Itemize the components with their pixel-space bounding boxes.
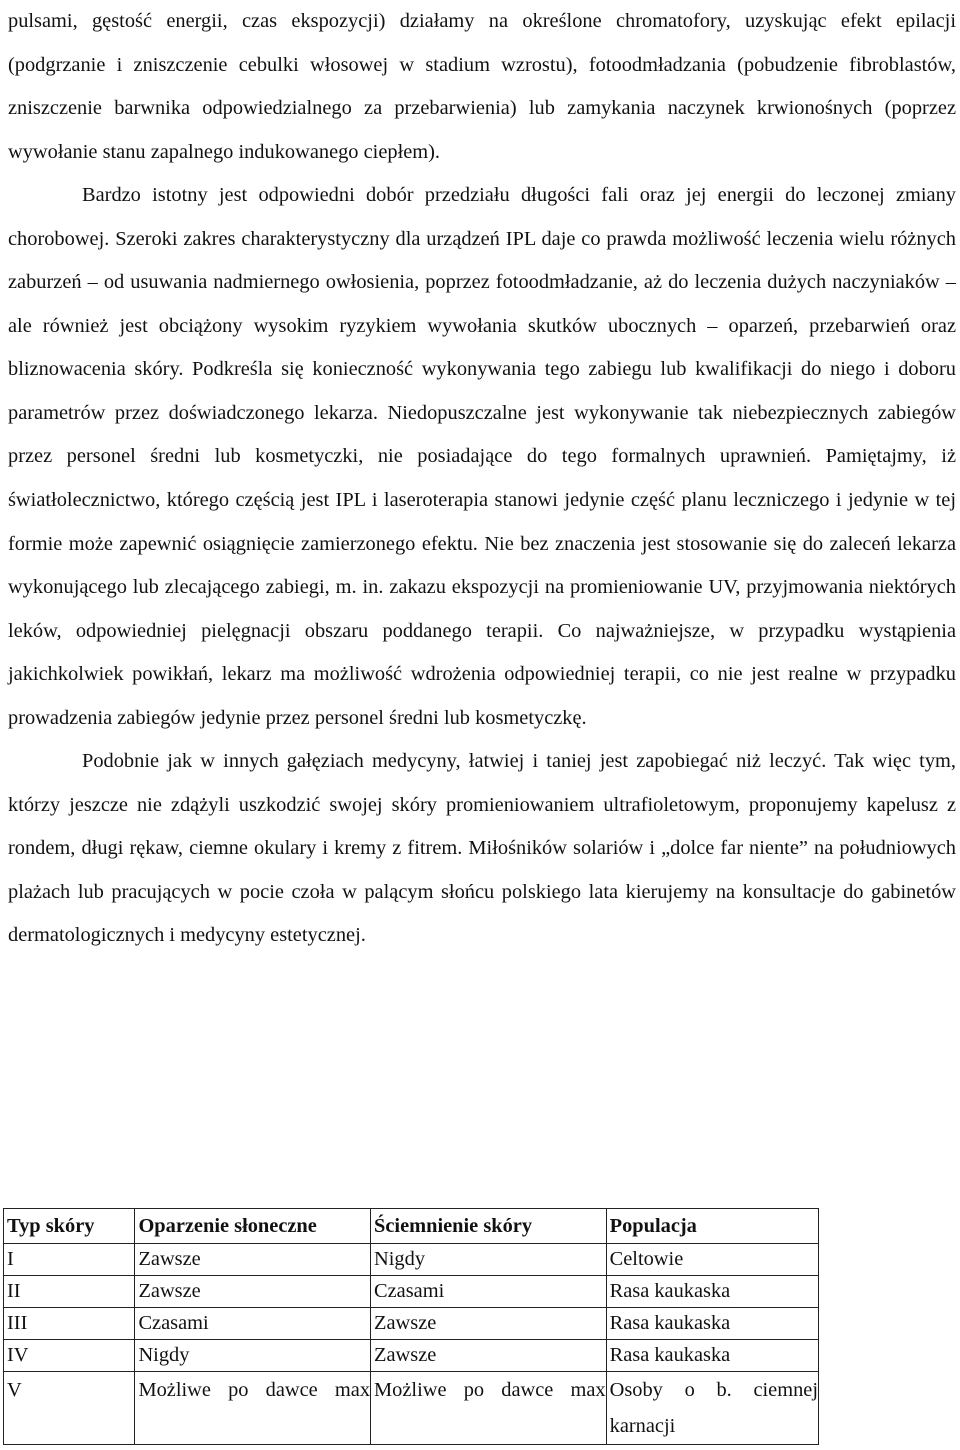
table-cell: Osoby o b. ciemnej karnacji: [606, 1372, 818, 1445]
table-row: [4, 1340, 819, 1372]
table-row: [4, 1276, 819, 1308]
paragraph-2: Bardzo istotny jest odpowiedni dobór przedziału długości fali oraz jej energii do leczonej zmiany chorobowej. Szeroki zakres charakterystyczny dla urządzeń IPL daje co prawda możliwość leczenia wielu różnych zaburzeń – od usuwania nadmiernego owłosienia, poprzez fotoodmładzanie, aż do leczenia dużych naczyniaków – ale również jest obciążony wysokim ryzykiem wywołania skutków ubocznych – oparzeń, przebarwień oraz bliznowacenia skóry. Podkreśla się konieczność wykonywania tego zabiegu lub kwalifikacji do niego i doboru parametrów przez doświadczonego lekarza. Niedopuszczalne jest wykonywanie tak niebezpiecznych zabiegów przez personel średni lub kosmetyczki, nie posiadające do tego formalnych uprawnień. Pamiętajmy, iż światłolecznictwo, którego częścią jest IPL i laseroterapia stanowi jedynie część planu leczniczego i jedynie w tej formie może zapewnić osiągnięcie zamierzonego efektu. Nie bez znaczenia jest stosowanie się do zaleceń lekarza wykonującego lub zlecającego zabiegi, m. in. zakazu ekspozycji na promieniowanie UV, przyjmowania niektórych leków, odpowiedniej pielęgnacji obszaru poddanego terapii. Co najważniejsze, w przypadku wystąpienia jakichkolwiek powikłań, lekarz ma możliwość wdrożenia odpowiedniej terapii, co nie jest realne w przypadku prowadzenia zabiegów jedynie przez personel średni lub kosmetyczkę.: [8, 184, 956, 729]
table-cell: Nigdy: [371, 1244, 607, 1276]
table-cell: Zawsze: [371, 1308, 607, 1340]
paragraph-1: pulsami, gęstość energii, czas ekspozycji) działamy na określone chromatofory, uzyskując efekt epilacji (podgrzanie i zniszczenie cebulki włosowej w stadium wzrostu), fotoodmładzania (pobudzenie fibroblastów, zniszczenie barwnika odpowiedzialnego za przebarwienia) lub zamykania naczynek krwionośnych (poprzez wywołanie stanu zapalnego indukowanego ciepłem).: [8, 10, 956, 163]
table-cell: Zawsze: [135, 1276, 371, 1308]
table-cell: I: [4, 1244, 135, 1276]
table-cell: III: [4, 1308, 135, 1340]
table-row: [4, 1244, 819, 1276]
header-cell: Typ skóry: [4, 1209, 135, 1244]
table-cell: Nigdy: [135, 1340, 371, 1372]
header-cell: Populacja: [606, 1209, 818, 1244]
table-cell: Celtowie: [606, 1244, 818, 1276]
skin-type-table: [3, 1208, 819, 1445]
paragraph-3: Podobnie jak w innych gałęziach medycyny, łatwiej i taniej jest zapobiegać niż leczyć. Tak więc tym, którzy jeszcze nie zdążyli uszkodzić swojej skóry promieniowaniem ultrafioletowym, proponujemy kapelusz z rondem, długi rękaw, ciemne okulary i kremy z fitrem. Miłośników solariów i „dolce far niente” na południowych plażach lub pracujących w pocie czoła w palącym słońcu polskiego lata kierujemy na konsultacje do gabinetów dermatologicznych i medycyny estetycznej.: [8, 750, 956, 947]
header-cell: Ściemnienie skóry: [371, 1209, 607, 1244]
header-cell: Oparzenie słoneczne: [135, 1209, 371, 1244]
table-cell: Możliwe po dawce max: [371, 1372, 607, 1445]
table-cell: Zawsze: [135, 1244, 371, 1276]
table-cell: Czasami: [371, 1276, 607, 1308]
table-cell: Rasa kaukaska: [606, 1276, 818, 1308]
table-cell: V: [4, 1372, 135, 1445]
body-text: [8, 0, 956, 958]
table-row: [4, 1308, 819, 1340]
table-cell: Czasami: [135, 1308, 371, 1340]
table-cell: Rasa kaukaska: [606, 1340, 818, 1372]
table-row: [4, 1372, 819, 1445]
table-cell: IV: [4, 1340, 135, 1372]
table-cell: Możliwe po dawce max: [135, 1372, 371, 1445]
table-header-row: [4, 1209, 819, 1244]
table-cell: Zawsze: [371, 1340, 607, 1372]
table-cell: II: [4, 1276, 135, 1308]
table-cell: Rasa kaukaska: [606, 1308, 818, 1340]
